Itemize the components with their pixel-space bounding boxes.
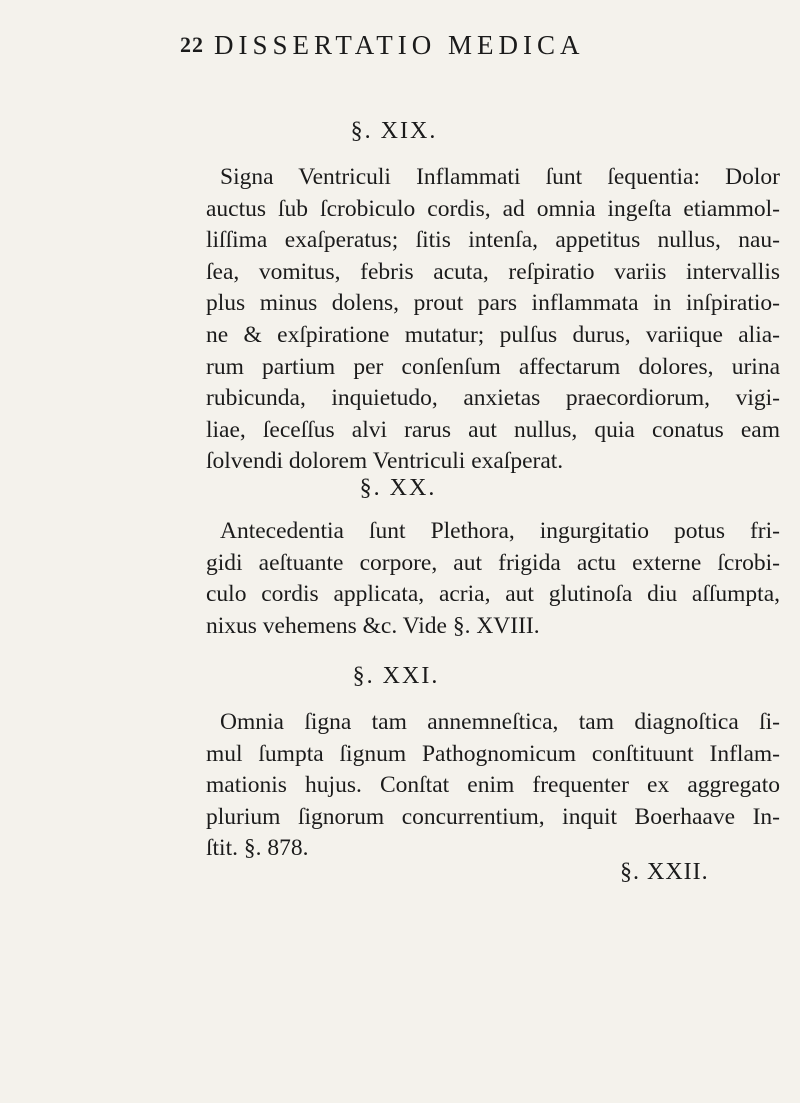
paragraph-xx: [206, 516, 780, 642]
section-heading-xix: §. XIX.: [350, 118, 438, 144]
text-line: ſtit. §. 878.: [206, 835, 309, 862]
running-title: DISSERTATIO MEDICA: [214, 30, 585, 60]
section-heading-xx: §. XX.: [359, 475, 437, 501]
text-line: Omnia ſigna tam annemneſtica, tam diagnoſtica ſi-: [220, 709, 780, 735]
text-line: mationis hujus. Conſtat enim frequenter ex aggregato: [206, 772, 780, 799]
text-line: culo cordis applicata, acria, aut glutinoſa diu aſſumpta,: [206, 581, 780, 608]
running-head: [180, 30, 720, 64]
text-line: rum partium per conſenſum affectarum dolores, urina: [206, 353, 780, 380]
section-heading-xxi: §. XXI.: [352, 663, 440, 689]
text-line: liae, ſeceſſus alvi rarus aut nullus, quia conatus eam: [206, 416, 780, 443]
text-line: liſſima exaſperatus; ſitis intenſa, appetitus nullus, nau-: [206, 227, 780, 254]
text-line: auctus ſub ſcrobiculo cordis, ad omnia ingeſta etiammol-: [206, 195, 780, 222]
text-line: plus minus dolens, prout pars inflammata in inſpiratio-: [206, 290, 780, 317]
text-line: gidi aeſtuante corpore, aut frigida actu externe ſcrobi-: [206, 549, 780, 576]
text-line: nixus vehemens &c. Vide §. XVIII.: [206, 612, 540, 639]
page-number: 22: [180, 32, 204, 57]
text-line: plurium ſignorum concurrentium, inquit Boerhaave In-: [206, 803, 780, 830]
paragraph-xxi: [206, 707, 780, 865]
catchword: §. XXII.: [620, 859, 709, 885]
text-line: ſolvendi dolorem Ventriculi exaſperat.: [206, 448, 564, 475]
text-line: ſea, vomitus, febris acuta, reſpiratio variis intervallis: [206, 258, 780, 285]
text-line: rubicunda, inquietudo, anxietas praecordiorum, vigi-: [206, 385, 780, 412]
text-line: Antecedentia ſunt Plethora, ingurgitatio potus fri-: [220, 518, 780, 544]
text-line: mul ſumpta ſignum Pathognomicum conſtituunt Inflam-: [206, 740, 780, 767]
paragraph-xix: [206, 162, 780, 478]
text-line: ne & exſpiratione mutatur; pulſus durus, variique alia-: [206, 321, 780, 348]
text-line: Signa Ventriculi Inflammati ſunt ſequentia: Dolor: [220, 164, 780, 190]
